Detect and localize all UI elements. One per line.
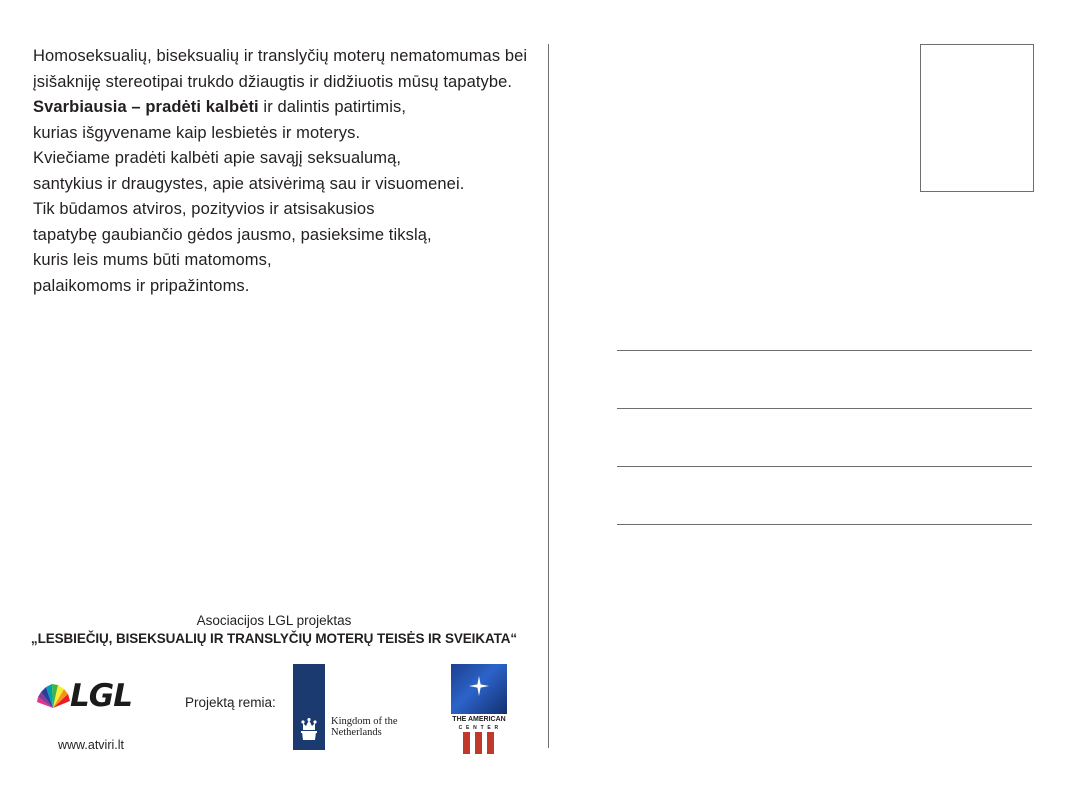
address-line (617, 466, 1032, 467)
project-title-block (0, 612, 548, 648)
message-line: tapatybę gaubiančio gėdos jausmo, pasieksime tikslą, (33, 225, 432, 244)
address-line (617, 350, 1032, 351)
message-line: įsišakniję stereotipai trukdo džiaugtis ir didžiuotis mūsų tapatybe. (33, 72, 513, 91)
message-line: Homoseksualių, biseksualių ir translyčių moterų nematomumas bei (33, 47, 528, 65)
logo-row (0, 660, 548, 760)
project-title: „LESBIEČIŲ, BISEKSUALIŲ IR TRANSLYČIŲ MOTERŲ TEISĖS IR SVEIKATA“ (30, 631, 518, 646)
netherlands-logo (293, 664, 435, 750)
project-subtitle: Asociacijos LGL projektas (196, 613, 352, 628)
star-icon (469, 676, 489, 696)
message-emphasis: Svarbiausia – pradėti kalbėti (33, 98, 259, 116)
stripe (487, 732, 494, 754)
american-center-stripes (459, 732, 499, 754)
center-divider (548, 44, 549, 748)
lgl-wordmark: LGL (70, 678, 132, 714)
address-line (617, 408, 1032, 409)
message-line: palaikomoms ir pripažintoms. (33, 276, 250, 295)
stripe (463, 732, 470, 754)
american-center-badge (451, 664, 507, 714)
american-center-caption (451, 715, 507, 733)
lgl-rays-icon (36, 678, 70, 712)
address-line (617, 524, 1032, 525)
address-lines (617, 350, 1032, 550)
lgl-url[interactable]: www.atviri.lt (58, 738, 124, 752)
netherlands-label: Kingdom of the Netherlands (331, 716, 398, 738)
american-center-line1: THE AMERICAN (452, 716, 506, 723)
american-center-logo (451, 664, 507, 750)
message-line: Tik būdamos atviros, pozityvios ir atsisakusios (33, 200, 375, 218)
crown-icon (299, 718, 319, 742)
stripe (475, 732, 482, 754)
message-line: santykius ir draugystes, apie atsivėrimą sau ir visuomenei. (33, 174, 465, 193)
supporter-label: Projektą remia: (185, 695, 276, 710)
message-text-block (33, 44, 528, 299)
lgl-logo (36, 676, 146, 752)
message-line-emphasis (33, 95, 523, 121)
message-line: kuris leis mums būti matomoms, (33, 251, 272, 269)
american-center-line2: C E N T E R (458, 725, 500, 731)
message-line: Kviečiame pradėti kalbėti apie savąjį seksualumą, (33, 149, 402, 167)
stamp-box (920, 44, 1034, 192)
message-line: kurias išgyvename kaip lesbietės ir moterys. (33, 123, 361, 142)
message-emphasis-tail: ir dalintis patirtimis, (258, 98, 407, 116)
